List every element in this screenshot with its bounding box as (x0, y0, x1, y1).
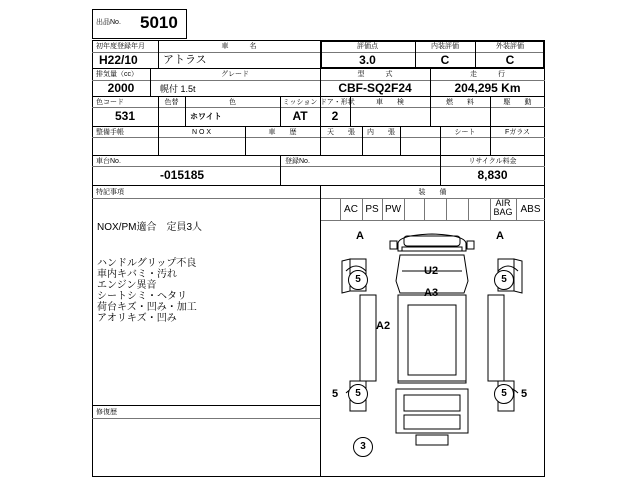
interior-label: 内装評価 (431, 43, 459, 50)
model-label: 車 名 (221, 43, 257, 50)
year-label: 初年度登録年月 (96, 43, 145, 50)
score-value: 3.0 (359, 53, 376, 67)
ceiling-label: 天 張 (327, 129, 355, 136)
lot-label: 出品No. (96, 19, 121, 26)
mark-outer-right: 5 (521, 388, 528, 400)
remarks-list (97, 222, 202, 324)
interior-value: C (440, 53, 450, 67)
score-label: 評価点 (357, 43, 378, 50)
mission-label: ミッション (282, 99, 318, 106)
inspection-label: 車 検 (376, 99, 404, 106)
recycle-value: 8,830 (477, 168, 508, 182)
mileage-value: 204,295 Km (454, 81, 521, 95)
color-code-label: 色コード (96, 99, 124, 106)
exterior-value: C (505, 53, 515, 67)
grade-value: 幌付 1.5t (160, 84, 196, 94)
mark-a-left: A (356, 230, 364, 242)
mark-a-right: A (496, 230, 504, 242)
circle-mark-front-right: 5 (494, 270, 514, 290)
remark-line (97, 246, 202, 258)
nox-label: N O X (191, 129, 212, 136)
front-glass-label: Fガラス (504, 129, 531, 136)
truck-diagram (320, 221, 545, 477)
type-value: CBF-SQ2F24 (338, 81, 412, 95)
remark-line: 荷台キズ・凹み・加工 (97, 302, 197, 313)
fuel-label: 燃 料 (446, 99, 474, 106)
equip-abs: ABS (520, 204, 541, 215)
remark-line: 車内キバミ・汚れ (97, 269, 177, 280)
remark-line: シートシミ・ヘタリ (97, 291, 187, 302)
maintenance-book-label: 整備手帳 (96, 129, 124, 136)
mark-a2: A2 (376, 320, 391, 332)
drive-label: 駆 動 (503, 99, 532, 106)
cc-value: 2000 (107, 81, 135, 95)
color-code-value: 531 (114, 109, 136, 123)
history-label: 車 歴 (268, 129, 297, 136)
color-label: 色 (229, 99, 236, 106)
recycle-label: リサイクル料金 (468, 158, 517, 165)
grade-label: グレード (221, 71, 249, 78)
equip-airbag: AIR BAG (493, 198, 513, 217)
circle-mark-rear-left: 5 (348, 384, 368, 404)
exterior-label: 外装評価 (496, 43, 524, 50)
doors-value: 2 (331, 109, 339, 123)
equip-ac: AC (344, 204, 358, 215)
color-variant-label: 色替 (164, 99, 179, 106)
remark-line: ハンドルグリップ不良 (97, 258, 197, 269)
registration-label: 登録No. (285, 158, 310, 165)
mark-u2: U2 (424, 265, 439, 277)
mission-value: AT (292, 109, 308, 123)
year-value: H22/10 (99, 53, 138, 67)
remark-line: NOX/PM適合 定員3人 (97, 222, 203, 233)
remarks-label: 特記事項 (96, 189, 124, 196)
mileage-label: 走 行 (470, 71, 505, 78)
interior-lining-label: 内 張 (367, 129, 395, 136)
equip-ps: PS (365, 204, 379, 215)
remark-line: アオリキズ・凹み (97, 313, 177, 324)
color-value: ホワイト (190, 112, 222, 121)
type-label: 型 式 (357, 71, 393, 78)
doors-label: ドア・形状 (320, 99, 355, 106)
chassis-label: 車台No. (96, 158, 121, 165)
circle-mark-rear-right: 5 (494, 384, 514, 404)
seat-label: シート (454, 129, 476, 136)
equipment-label: 装 備 (418, 189, 447, 196)
chassis-value: -015185 (160, 168, 205, 182)
lot-number: 5010 (140, 13, 178, 32)
circle-mark-bottom: 3 (353, 437, 373, 457)
mark-a3: A3 (424, 287, 439, 299)
mark-outer-left: 5 (332, 388, 339, 400)
remark-line: エンジン異音 (97, 280, 157, 291)
equip-pw: PW (384, 204, 402, 215)
repair-history-label: 修復歴 (96, 409, 117, 416)
cc-label: 排気量（cc） (96, 71, 138, 78)
circle-mark-front-left: 5 (348, 270, 368, 290)
model-value: アトラス (163, 54, 207, 66)
remark-line (97, 234, 202, 246)
